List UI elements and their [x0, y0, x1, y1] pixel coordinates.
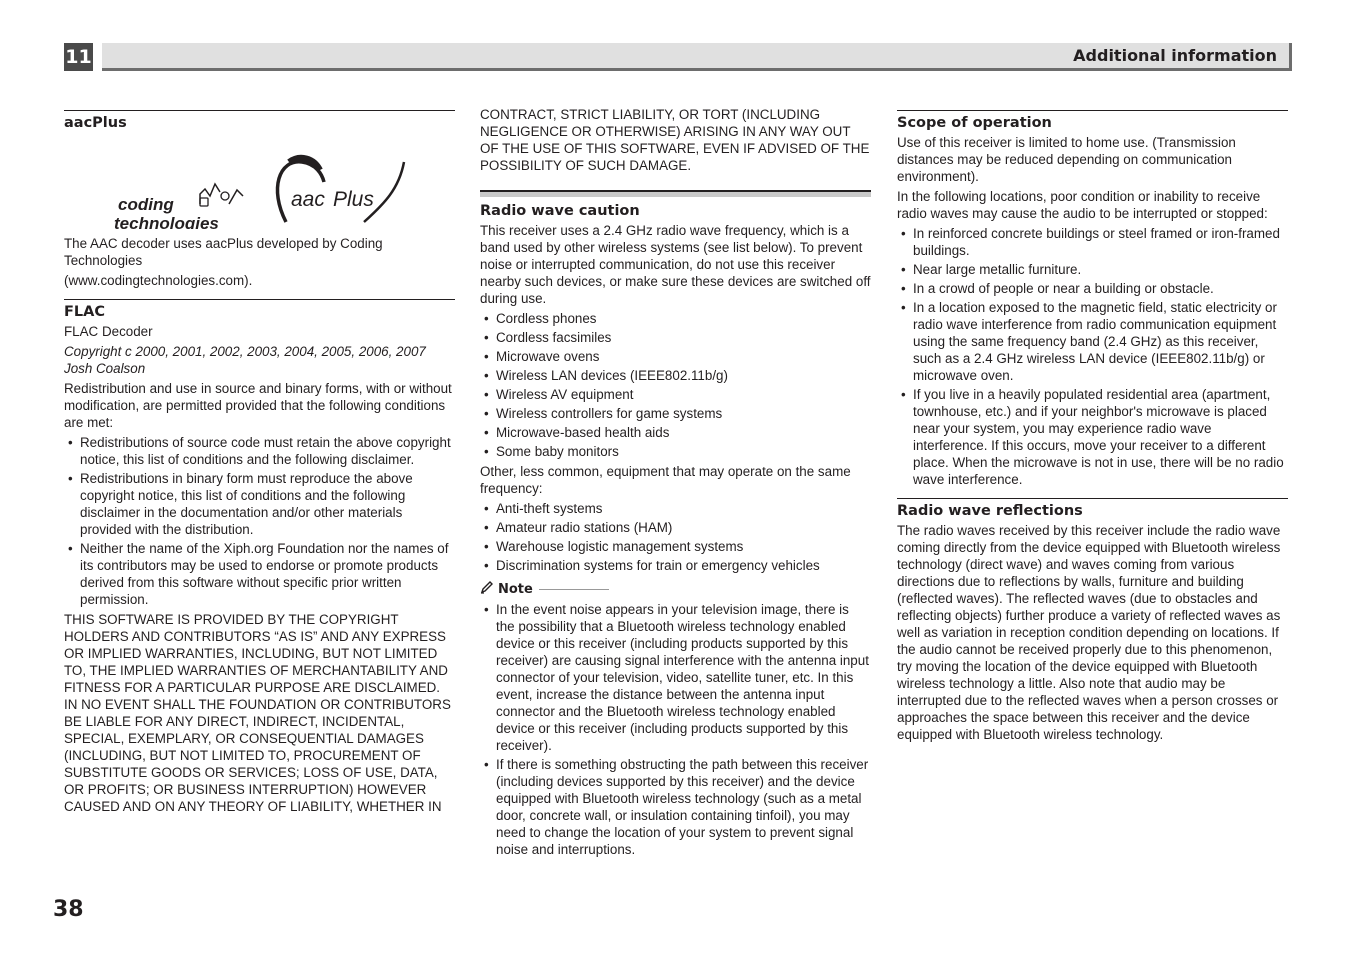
list-item: • Wireless AV equipment [480, 386, 871, 403]
aacplus-logo [64, 134, 455, 229]
flac-conditions: Redistribution and use in source and binary forms, with or without modification, are permitted provided that the following conditions are met: [64, 381, 452, 430]
reflections-paragraph: The radio waves received by this receiver include the radio wave coming directly from the device equipped with Bluetooth wireless technology (direct wave) and waves coming from various directions due to reflections by walls, furniture and building (reflected waves). The reflected waves (due to obstacles and reflecting objects) further produce a variety of reflected waves as well as variation in reception condition depending on locations. If the audio cannot be received properly due to this phenomenon, try moving the location of the device equipped with Bluetooth wireless technology a little. Also note that audio may be interrupted due to the reflected waves when a person crosses or approaches the space between this receiver and the device equipped with Bluetooth wireless technology. [897, 523, 1281, 742]
radio-caution-paragraph: This receiver uses a 2.4 GHz radio wave frequency, which is a band used by other wireless systems (see list below). To prevent noise or interrupted communication, do not use this receiver nearby such devices, or make sure these devices are switched off during use. [480, 223, 871, 306]
list-item: • Amateur radio stations (HAM) [480, 519, 871, 536]
note-list [480, 601, 871, 858]
section-rule [64, 110, 455, 111]
radio-caution-heading: Radio wave caution [480, 203, 640, 219]
list-item: • In the event noise appears in your television image, there is the possibility that a Bluetooth wireless technology enabled device or this receiver (including products supported by this receiver) are causing signal interference with the antenna input connector of your television, video, satellite tuner, etc. In this event, increase the distance between the antenna input connector and the Bluetooth wireless technology enabled device or this receiver (including products supported by this receiver). [480, 601, 871, 754]
pencil-icon [480, 580, 494, 598]
flac-heading: FLAC [64, 304, 106, 320]
list-item: • Wireless LAN devices (IEEE802.11b/g) [480, 367, 871, 384]
list-item: • Some baby monitors [480, 443, 871, 460]
column-left [64, 110, 455, 818]
list-item: • If there is something obstructing the path between this receiver (including devices supported by this receiver) and the device equipped with Bluetooth wireless technology (such as a metal door, concrete wall, or insulation containing tinfoil), you may need to change the location of your system to prevent signal noise and interruptions. [480, 756, 871, 858]
list-item: • Neither the name of the Xiph.org Foundation nor the names of its contributors may be used to endorse or promote products derived from this software without specific prior written permission. [64, 540, 455, 608]
list-item: • Microwave ovens [480, 348, 871, 365]
logo-coding: coding [118, 195, 174, 214]
aac-url: (www.codingtechnologies.com). [64, 273, 253, 288]
scope-heading: Scope of operation [897, 115, 1052, 131]
section-rule [897, 110, 1288, 111]
list-item: • Anti-theft systems [480, 500, 871, 517]
flac-decoder: FLAC Decoder [64, 324, 153, 339]
scope-paragraph: Use of this receiver is limited to home use. (Transmission distances may be reduced depending on communication environment). [897, 135, 1236, 184]
list-item: • If you live in a heavily populated residential area (apartment, townhouse, etc.) and if your neighbor's microwave is placed near your system, you may experience radio wave interference. If this occurs, move your receiver to a different place. When the microwave is not in use, there will be no radio wave interference. [897, 386, 1288, 488]
chapter-header [64, 43, 1292, 71]
list-item: • In a location exposed to the magnetic field, static electricity or radio wave interference from radio communication equipment using the same frequency band (2.4 GHz) as this receiver, such as a 2.4 GHz wireless LAN device (IEEE802.11b/g) or microwave oven. [897, 299, 1288, 384]
other-device-list [480, 500, 871, 574]
list-item: • Discrimination systems for train or emergency vehicles [480, 557, 871, 574]
flac-copyright: Copyright c 2000, 2001, 2002, 2003, 2004, 2005, 2006, 2007 Josh Coalson [64, 344, 426, 376]
disclaimer-continued: CONTRACT, STRICT LIABILITY, OR TORT (INCLUDING NEGLIGENCE OR OTHERWISE) ARISING IN ANY WAY OUT OF THE USE OF THIS SOFTWARE, EVEN IF ADVISED OF THE POSSIBILITY OF SUCH DAMAGE. [480, 107, 870, 173]
list-item: • Wireless controllers for game systems [480, 405, 871, 422]
logo-technologies: technologies [114, 214, 219, 229]
list-item: • Redistributions in binary form must reproduce the above copyright notice, this list of conditions and the following disclaimer in the documentation and/or other materials provided with the distribution. [64, 470, 455, 538]
column-middle [480, 106, 871, 861]
section-rule [480, 190, 871, 197]
list-item: • Redistributions of source code must retain the above copyright notice, this list of conditions and the following disclaimer. [64, 434, 455, 468]
reflections-heading: Radio wave reflections [897, 503, 1083, 519]
list-item: • Cordless phones [480, 310, 871, 327]
flac-disclaimer: THIS SOFTWARE IS PROVIDED BY THE COPYRIGHT HOLDERS AND CONTRIBUTORS “AS IS” AND ANY EXPRESS OR IMPLIED WARRANTIES, INCLUDING, BUT NOT LIMITED TO, THE IMPLIED WARRANTIES OF MERCHANTABILITY AND FITNESS FOR A PARTICULAR PURPOSE ARE DISCLAIMED. IN NO EVENT SHALL THE FOUNDATION OR CONTRIBUTORS BE LIABLE FOR ANY DIRECT, INDIRECT, INCIDENTAL, SPECIAL, EXEMPLARY, OR CONSEQUENTIAL DAMAGES (INCLUDING, BUT NOT LIMITED TO, PROCUREMENT OF SUBSTITUTE GOODS OR SERVICES; LOSS OF USE, DATA, OR PROFITS; OR BUSINESS INTERRUPTION) HOWEVER CAUSED AND ON ANY THEORY OF LIABILITY, WHETHER IN [64, 612, 451, 814]
header-strip [102, 43, 1292, 71]
section-rule [64, 299, 455, 300]
aacplus-logo-graphic [64, 134, 455, 229]
note-label: Note [498, 581, 533, 597]
device-list [480, 310, 871, 460]
other-equipment-paragraph: Other, less common, equipment that may operate on the same frequency: [480, 464, 851, 496]
list-item: • Near large metallic furniture. [897, 261, 1288, 278]
logo-plus: Plus [333, 188, 374, 211]
aac-paragraph: The AAC decoder uses aacPlus developed by Coding Technologies [64, 236, 383, 268]
logo-aac: aac [291, 188, 325, 211]
chapter-number: 11 [64, 43, 93, 71]
flac-bullets [64, 434, 455, 608]
aacplus-heading: aacPlus [64, 115, 127, 131]
note-header [480, 580, 871, 598]
chapter-title: Additional information [1073, 46, 1277, 65]
location-list [897, 225, 1288, 488]
note-underline [539, 589, 609, 590]
list-item: • Microwave-based health aids [480, 424, 871, 441]
list-item: • In a crowd of people or near a building or obstacle. [897, 280, 1288, 297]
list-item: • In reinforced concrete buildings or steel framed or iron-framed buildings. [897, 225, 1288, 259]
page-number: 38 [53, 897, 84, 922]
scope-locations-intro: In the following locations, poor condition or inability to receive radio waves may cause the audio to be interrupted or stopped: [897, 189, 1268, 221]
list-item: • Warehouse logistic management systems [480, 538, 871, 555]
column-right [897, 110, 1288, 746]
section-rule [897, 498, 1288, 499]
list-item: • Cordless facsimiles [480, 329, 871, 346]
